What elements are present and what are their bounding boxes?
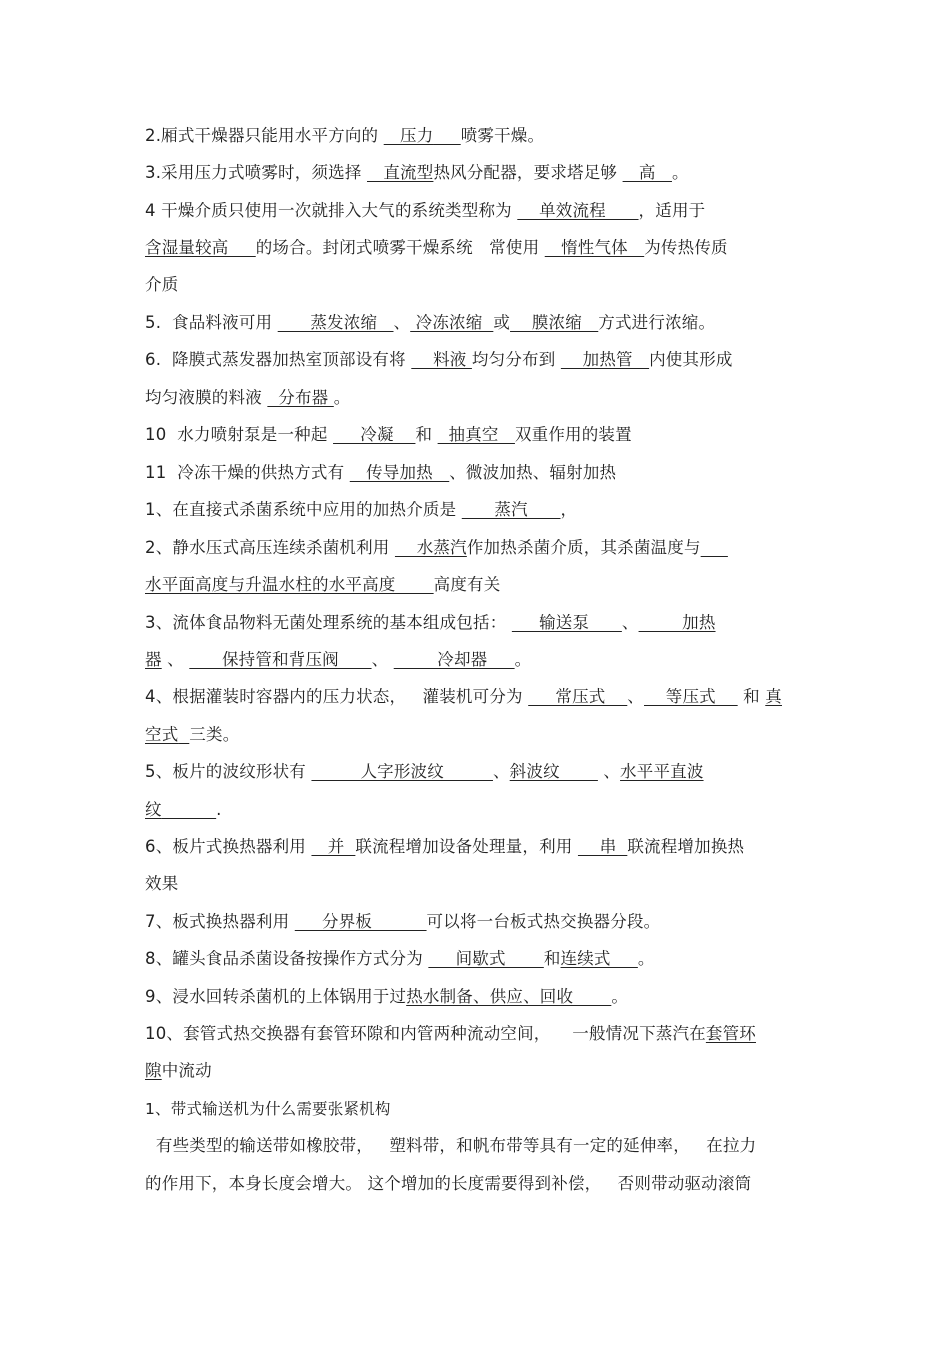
answer-blank: 水蒸汽 — [394, 538, 467, 557]
question-text: 热风分配器，要求塔足够 — [433, 163, 618, 182]
question-aseptic-3 — [145, 611, 815, 635]
question-evap-6 — [145, 348, 815, 372]
question-text: 的场合。封闭式喷雾干燥系统 常使用 — [255, 238, 540, 257]
question-text: 2.厢式干燥器只能用水平方向的 — [145, 126, 379, 145]
answer-blank-padding — [229, 238, 256, 257]
answer-blank: 压力 — [383, 126, 434, 145]
answer-blank: 器 — [145, 650, 162, 669]
answer-blank: 蒸汽 — [461, 500, 561, 519]
answer-blank: 热水制备、供应、回收 — [406, 987, 612, 1006]
question-text: 和 — [743, 687, 760, 706]
question-evap-6-cont — [145, 386, 815, 410]
question-text: 均匀液膜的料液 — [145, 388, 262, 407]
question-text: 可以将一台板式热交换器分段。 — [426, 912, 661, 931]
question-text: 。 — [671, 163, 689, 182]
question-plate-6 — [145, 835, 815, 859]
question-text: 或 — [493, 313, 511, 332]
question-text: 、 — [603, 762, 621, 781]
question-text: 和 — [543, 949, 561, 968]
answer-blank: 分界板 — [294, 912, 427, 931]
answer-blank-padding — [178, 725, 189, 744]
answer-blank: 单效流程 — [517, 201, 639, 220]
question-text: 三类。 — [189, 725, 240, 744]
answer-blank-padding — [433, 126, 460, 145]
answer-blank: 人字形波纹 — [311, 762, 493, 781]
question-text: 联流程增加换热 — [627, 837, 745, 856]
answer-blank: 保持管和背压阀 — [189, 650, 372, 669]
answer-blank: 套管环 — [705, 1024, 756, 1043]
question-text: 喷雾干燥。 — [460, 126, 545, 145]
question-steril-2-cont — [145, 573, 815, 597]
answer-blank: 冷凝 — [333, 425, 416, 444]
question-steril-2 — [145, 536, 815, 560]
question-text: 为传热传质 — [644, 238, 728, 257]
question-text: 均匀分布到 — [471, 350, 556, 369]
question-text: 5、板片的波纹形状有 — [145, 762, 306, 781]
answer-blank: 惰性气体 — [544, 238, 645, 257]
answer-blank: 输送泵 — [511, 613, 622, 632]
answer-blank: 水平平直波 — [620, 762, 704, 781]
question-text: 内使其形成 — [649, 350, 733, 369]
answer-blank: 真 — [765, 687, 782, 706]
question-plate-7 — [145, 910, 815, 934]
answer-blank: 高 — [622, 163, 672, 182]
question-tube-10 — [145, 1022, 815, 1046]
answer-blank — [701, 538, 728, 557]
question-text: ，适用于 — [638, 201, 706, 220]
answer-blank: 连续式 — [560, 949, 638, 968]
question-text: 。 — [637, 949, 655, 968]
question-text: 5. 食品料液可用 — [145, 313, 273, 332]
answer-blank: 加热管 — [560, 350, 650, 369]
answer-blank: 斜波纹 — [509, 762, 598, 781]
answer-blank: 直流型 — [367, 163, 434, 182]
answer-blank: 常压式 — [528, 687, 628, 706]
answer-blank: 抽真空 — [437, 425, 515, 444]
question-text: 3.采用压力式喷雾时，须选择 — [145, 163, 362, 182]
question-text: 。 — [611, 987, 629, 1006]
answer-paragraph-line-1 — [145, 1134, 815, 1158]
paragraph-text: 的作用下，本身长度会增大。 这个增加的长度需要得到补偿， 否则带动驱动滚筒 — [145, 1174, 752, 1193]
question-text: 10、套管式热交换器有套管环隙和内管两种流动空间， 一般情况下蒸汽在 — [145, 1024, 706, 1043]
question-text: 方式进行浓缩。 — [598, 313, 716, 332]
question-text: 6. 降膜式蒸发器加热室顶部设有将 — [145, 350, 406, 369]
answer-blank: 间歇式 — [428, 949, 544, 968]
question-text: 8、罐头食品杀菌设备按操作方式分为 — [145, 949, 423, 968]
answer-blank: 等压式 — [644, 687, 738, 706]
answer-blank: 分布器 — [267, 388, 334, 407]
question-filling-4 — [145, 685, 815, 709]
question-text: 介质 — [145, 275, 179, 294]
question-text: 6、板片式换热器利用 — [145, 837, 306, 856]
question-dry-4-cont — [145, 236, 815, 260]
answer-blank: 含湿量较高 — [145, 238, 229, 257]
answer-blank: 空式 — [145, 725, 179, 744]
question-text: 、 — [167, 650, 184, 669]
question-text: 9、浸水回转杀菌机的上体锅用于过 — [145, 987, 407, 1006]
question-can-8 — [145, 947, 815, 971]
question-text: 2、静水压式高压连续杀菌机利用 — [145, 538, 390, 557]
question-text: 高度有关 — [433, 575, 501, 594]
answer-blank: 蒸发浓缩 — [277, 313, 394, 332]
question-text: 双重作用的装置 — [514, 425, 632, 444]
question-filling-4-cont — [145, 723, 815, 747]
question-text: 、 — [371, 650, 389, 669]
answer-blank: 串 — [577, 837, 628, 856]
question-text: 4 干燥介质只使用一次就排入大气的系统类型称为 — [145, 201, 512, 220]
question-text: 。 — [514, 650, 532, 669]
question-text: 、 — [621, 613, 639, 632]
question-text: 、 — [393, 313, 411, 332]
question-text: 中流动 — [161, 1061, 212, 1080]
answer-blank: 冷却器 — [393, 650, 515, 669]
question-text: 、 — [627, 687, 644, 706]
question-rotary-9 — [145, 985, 815, 1009]
question-heading: 1、带式输送机为什么需要张紧机构 — [145, 1100, 391, 1118]
answer-blank: 纹 — [145, 800, 162, 819]
question-pump-10 — [145, 423, 815, 447]
answer-blank-padding — [396, 575, 434, 594]
answer-blank: 隙 — [145, 1061, 162, 1080]
question-text: 、 — [492, 762, 510, 781]
question-plate-6-end — [145, 872, 815, 896]
question-conc-5 — [145, 311, 815, 335]
question-text: 。 — [333, 388, 351, 407]
paragraph-text: 有些类型的输送带如橡胶带， 塑料带，和帆布带等具有一定的延伸率， 在拉力 — [145, 1136, 757, 1155]
answer-blank: 传导加热 — [349, 463, 450, 482]
answer-blank: 加热 — [638, 613, 716, 632]
question-aseptic-3-cont — [145, 648, 815, 672]
question-plate-5-cont — [145, 798, 815, 822]
question-dry-4-end — [145, 273, 815, 297]
question-text: 7、板式换热器利用 — [145, 912, 290, 931]
question-text: ， — [560, 500, 578, 519]
question-text: 11 冷冻干燥的供热方式有 — [145, 463, 345, 482]
question-plate-5 — [145, 760, 815, 784]
question-text: . — [216, 800, 222, 819]
question-text: 4、根据灌装时容器内的压力状态， 灌装机可分为 — [145, 687, 523, 706]
answer-paragraph-line-2 — [145, 1172, 815, 1196]
short-answer-question-1 — [145, 1097, 815, 1121]
question-tube-10-cont — [145, 1059, 815, 1083]
question-dry-4 — [145, 199, 815, 223]
question-text: 3、流体食品物料无菌处理系统的基本组成包括： — [145, 613, 507, 632]
question-dry-3 — [145, 161, 815, 185]
question-text: 效果 — [145, 874, 179, 893]
question-text: 作加热杀菌介质，其杀菌温度与 — [466, 538, 701, 557]
answer-blank-padding — [162, 800, 216, 819]
question-text: 联流程增加设备处理量，利用 — [355, 837, 573, 856]
answer-blank: 膜浓缩 — [510, 313, 599, 332]
answer-blank: 冷冻浓缩 — [410, 313, 494, 332]
question-steril-1 — [145, 498, 815, 522]
answer-blank: 并 — [311, 837, 356, 856]
question-text: 1、在直接式杀菌系统中应用的加热介质是 — [145, 500, 457, 519]
question-text: 、微波加热、辐射加热 — [449, 463, 617, 482]
question-text: 10 水力喷射泵是一种起 — [145, 425, 328, 444]
question-freeze-11 — [145, 461, 815, 485]
question-dry-2 — [145, 124, 815, 148]
answer-blank: 料液 — [411, 350, 472, 369]
answer-blank: 水平面高度与升温水柱的水平高度 — [145, 575, 396, 594]
question-text: 和 — [415, 425, 433, 444]
